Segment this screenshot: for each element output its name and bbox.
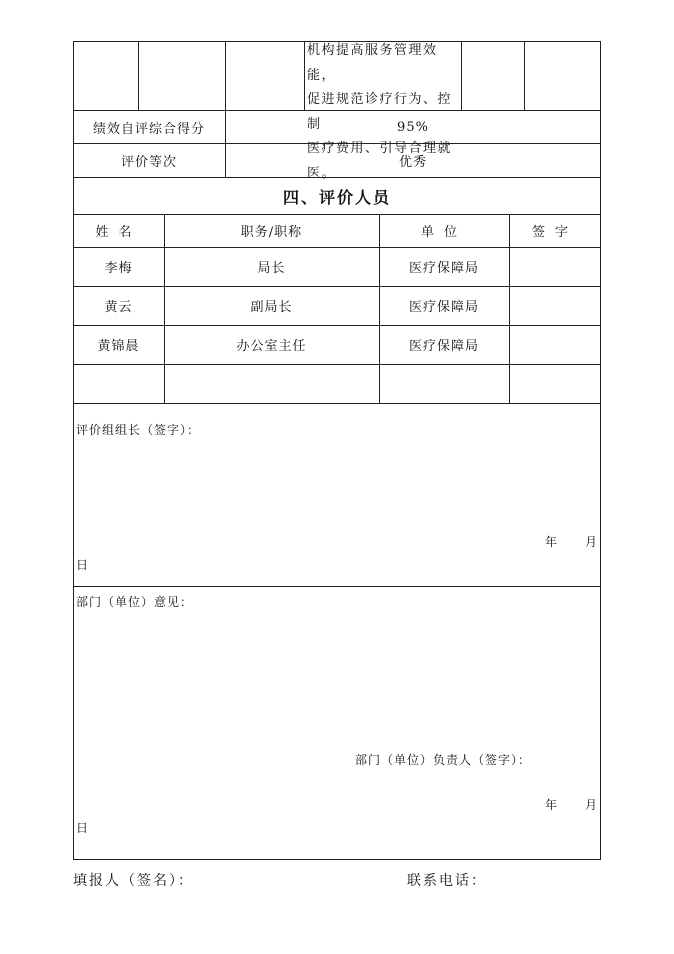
department-opinion-block xyxy=(73,586,601,860)
person-name: 黄云 xyxy=(104,300,133,315)
person-unit: 医疗保障局 xyxy=(408,300,479,315)
leader-day: 日 xyxy=(76,558,90,572)
leader-year: 年 xyxy=(545,535,559,549)
person-title: 副局长 xyxy=(250,300,293,315)
header-unit: 单位 xyxy=(420,225,467,240)
header-title: 职务/职称 xyxy=(240,225,303,240)
score-label: 绩效自评综合得分 xyxy=(92,121,205,137)
divider xyxy=(138,41,139,111)
person-title: 局长 xyxy=(257,261,286,276)
grade-label: 评价等次 xyxy=(120,155,177,170)
header-name: 姓名 xyxy=(95,225,142,240)
person-name: 李梅 xyxy=(104,261,133,276)
leader-signature-label: 评价组组长（签字）： xyxy=(76,423,201,437)
department-opinion-label: 部门（单位）意见： xyxy=(76,595,194,609)
divider xyxy=(461,41,462,111)
person-title: 办公室主任 xyxy=(236,339,307,354)
person-name: 黄锦晨 xyxy=(97,339,140,354)
divider xyxy=(225,41,226,111)
divider xyxy=(73,364,601,365)
grade-value: 优秀 xyxy=(398,155,427,170)
department-year: 年 xyxy=(545,798,559,812)
person-unit: 医疗保障局 xyxy=(408,261,479,276)
header-signature: 签字 xyxy=(531,225,578,240)
section-title: 四、评价人员 xyxy=(282,187,391,207)
phone-label: 联系电话： xyxy=(407,873,487,889)
leader-month: 月 xyxy=(585,535,599,549)
department-month: 月 xyxy=(585,798,599,812)
score-value: 95% xyxy=(397,119,429,135)
department-responsible-label: 部门（单位）负责人（签字）： xyxy=(355,753,532,767)
person-unit: 医疗保障局 xyxy=(408,339,479,354)
department-day: 日 xyxy=(76,821,90,835)
filler-label: 填报人（签名）： xyxy=(73,873,194,889)
divider xyxy=(524,41,525,111)
indicator-description: 机构提高服务管理效能， 促进规范诊疗行为、控制 医疗费用、引导合理就医。 xyxy=(307,43,453,181)
divider xyxy=(304,41,305,111)
